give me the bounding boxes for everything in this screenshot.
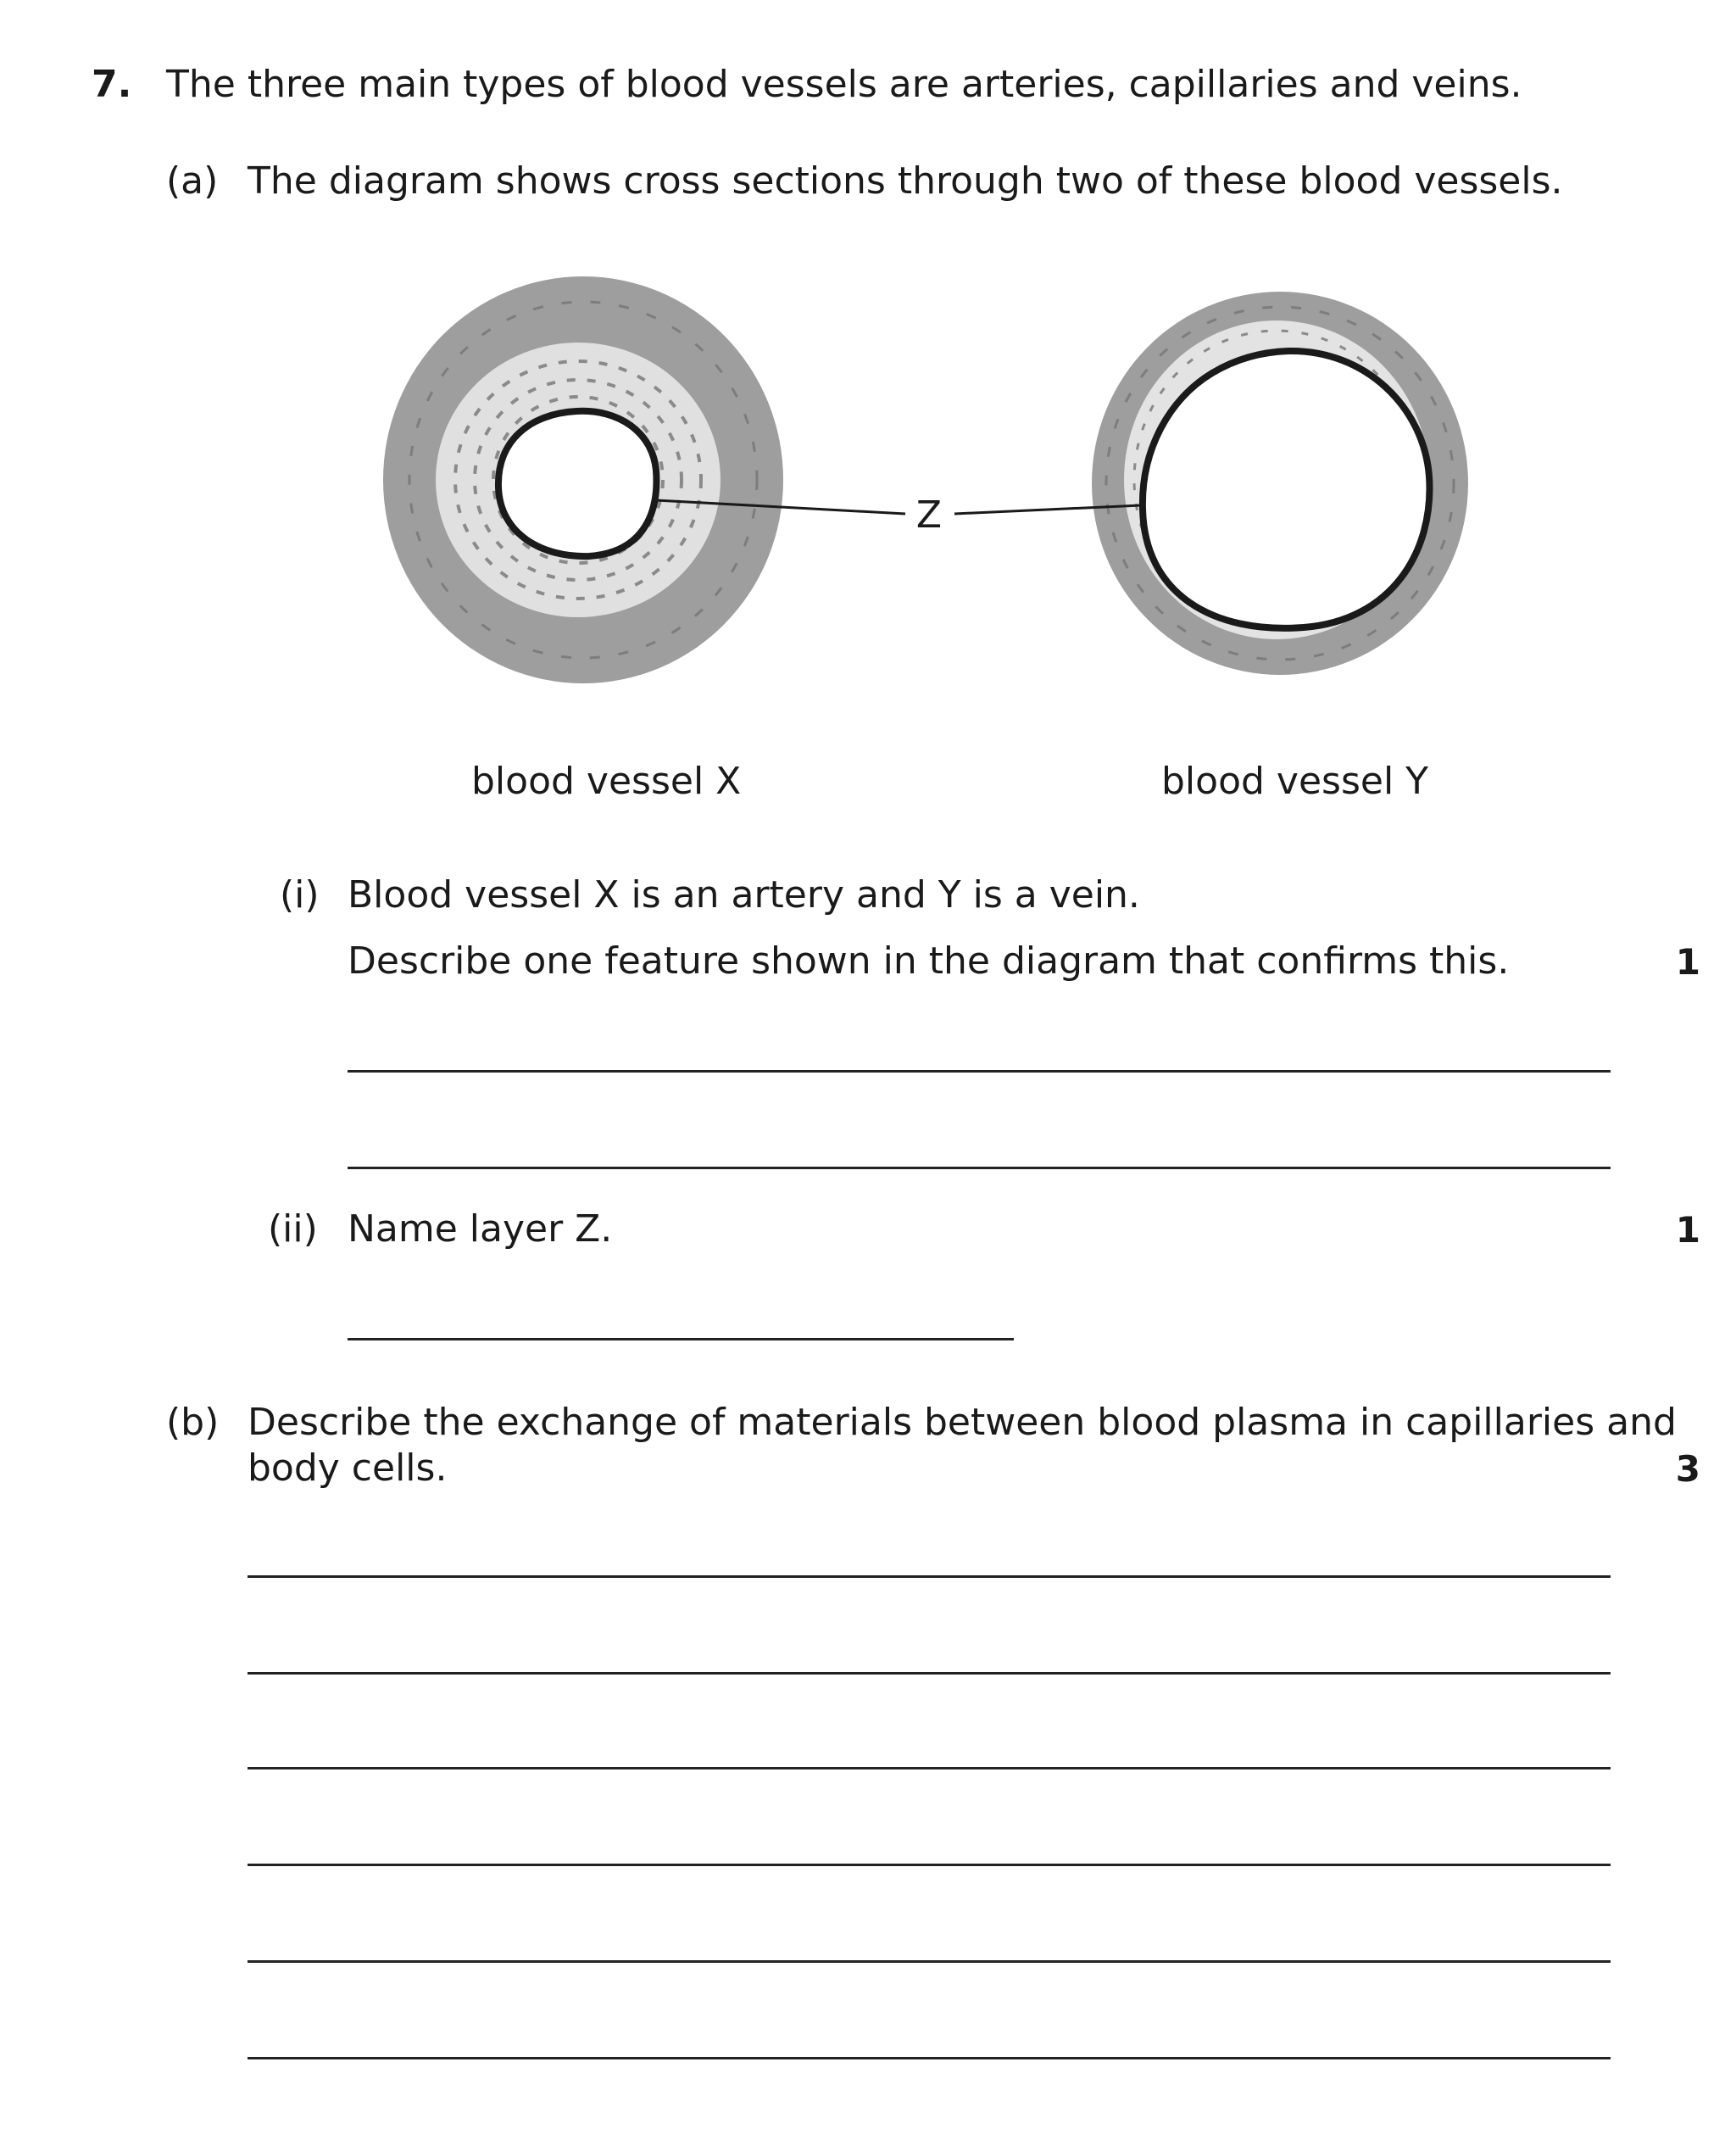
- answer-line-i-1[interactable]: [348, 1070, 1611, 1073]
- sub-ii-label: (ii): [268, 1207, 318, 1251]
- blood-vessel-y-drawing: [1092, 292, 1468, 675]
- sub-ii-text: Name layer Z.: [348, 1207, 613, 1251]
- part-b-line2: body cells.: [248, 1446, 448, 1490]
- sub-i-label: (i): [280, 873, 320, 917]
- question-number: 7.: [92, 63, 132, 106]
- answer-line-b-6[interactable]: [248, 2057, 1611, 2059]
- vein-lumen: [1143, 351, 1430, 628]
- sub-i-line2: Describe one feature shown in the diagram that confirms this.: [348, 939, 1510, 983]
- part-b-line1: Describe the exchange of materials between blood plasma in capillaries and: [248, 1401, 1677, 1444]
- answer-line-i-2[interactable]: [348, 1167, 1611, 1169]
- z-label: Z: [915, 493, 943, 537]
- blood-vessel-diagram: [356, 254, 1492, 729]
- answer-line-b-4[interactable]: [248, 1864, 1611, 1866]
- blood-vessel-y-caption: blood vessel Y: [1161, 760, 1429, 803]
- answer-line-b-1[interactable]: [248, 1575, 1611, 1578]
- answer-line-ii[interactable]: [348, 1338, 1014, 1340]
- part-a-text: The diagram shows cross sections through two of these blood vessels.: [248, 159, 1563, 203]
- answer-line-b-3[interactable]: [248, 1767, 1611, 1769]
- sub-i-line1: Blood vessel X is an artery and Y is a vein.: [348, 873, 1140, 917]
- sub-i-marks: 1: [1675, 941, 1700, 983]
- answer-line-b-5[interactable]: [248, 1960, 1611, 1963]
- artery-lumen: [498, 411, 657, 556]
- question-stem: The three main types of blood vessels are arteries, capillaries and veins.: [166, 63, 1522, 106]
- blood-vessel-x-drawing: [383, 276, 783, 683]
- answer-line-b-2[interactable]: [248, 1672, 1611, 1675]
- sub-ii-marks: 1: [1675, 1209, 1700, 1251]
- blood-vessel-x-caption: blood vessel X: [471, 760, 742, 803]
- part-b-marks: 3: [1675, 1448, 1700, 1490]
- part-b-label: (b): [166, 1401, 220, 1444]
- part-a-label: (a): [166, 159, 219, 203]
